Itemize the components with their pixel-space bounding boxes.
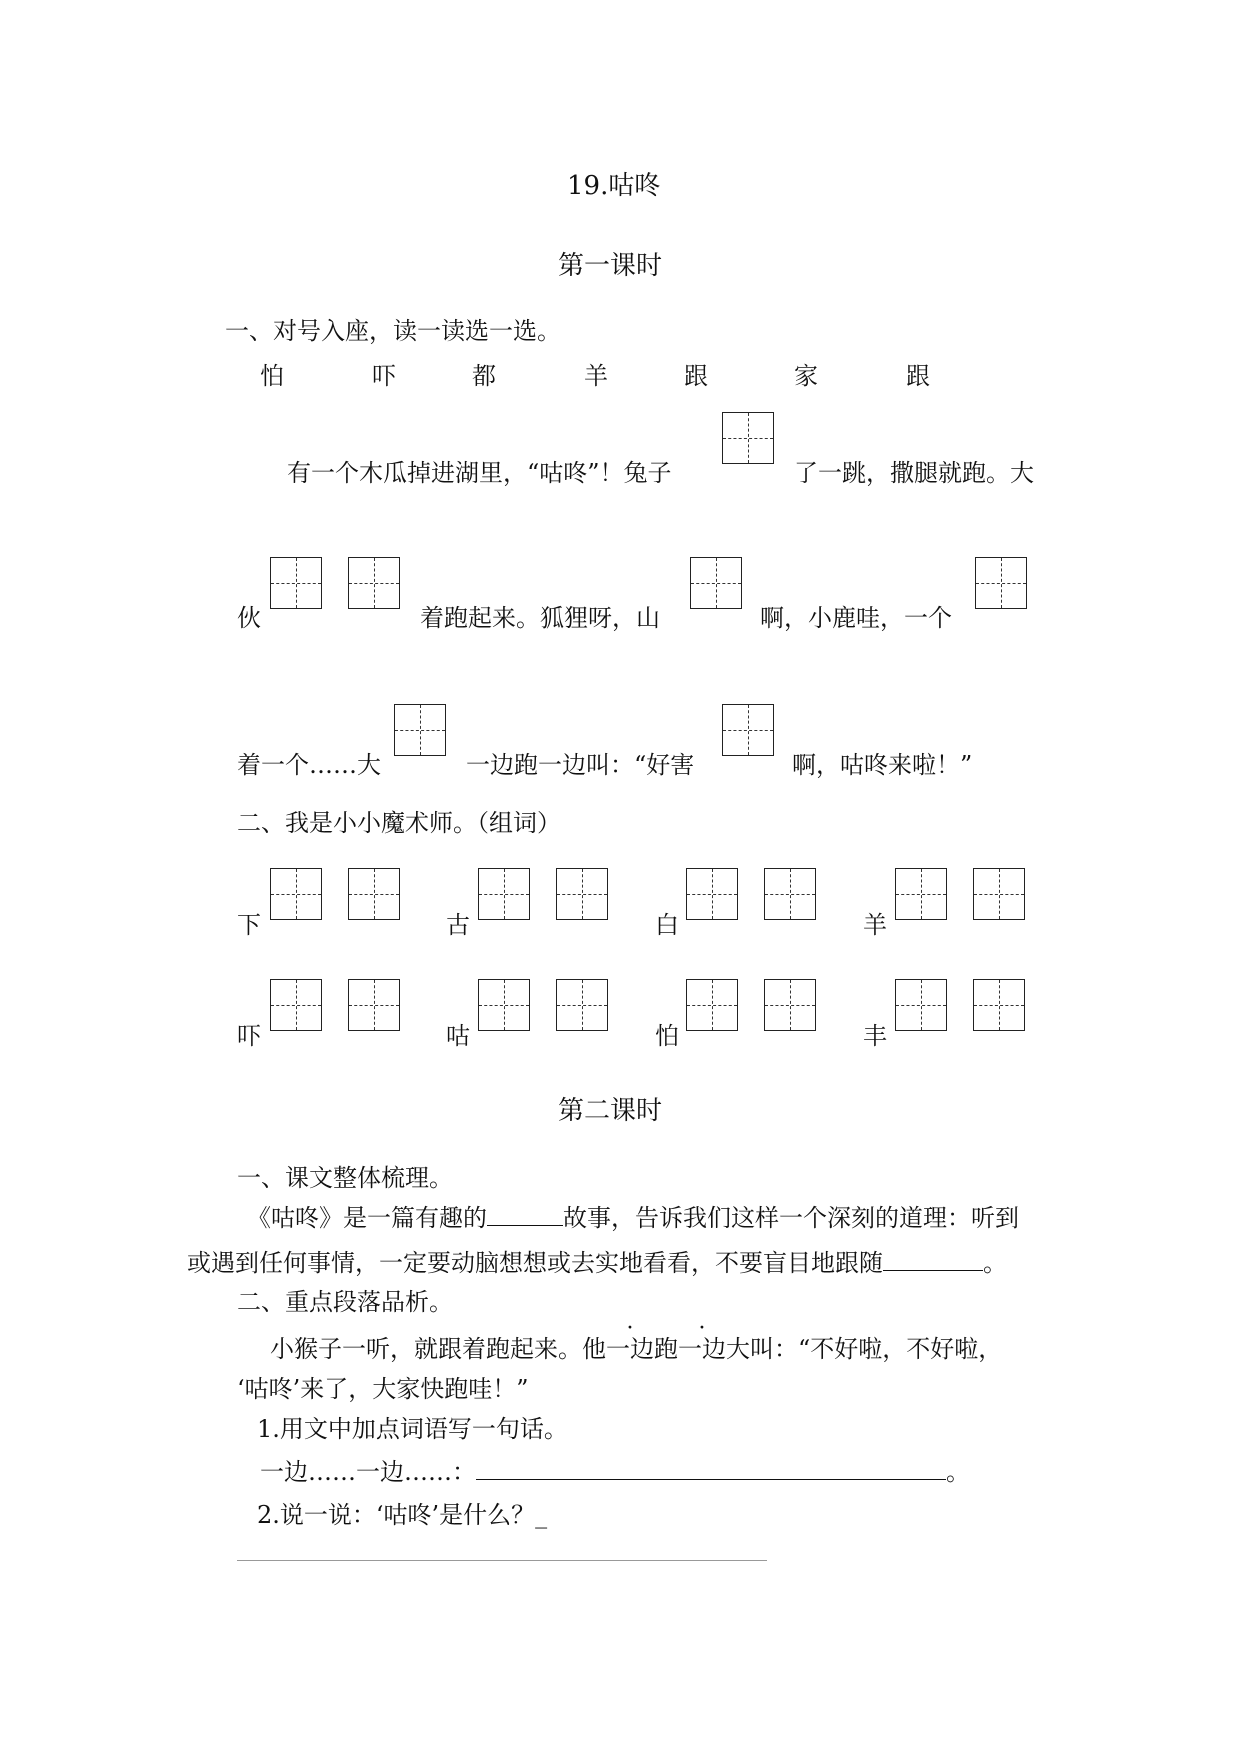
- writing-box[interactable]: [686, 979, 738, 1031]
- writing-box[interactable]: [690, 557, 742, 609]
- writing-box[interactable]: [270, 557, 322, 609]
- q1-heading: 一、对号入座，读一读选一选。: [225, 317, 561, 345]
- writing-box[interactable]: [973, 979, 1025, 1031]
- passage-text: 啊，小鹿哇，一个: [760, 604, 952, 632]
- writing-box[interactable]: [686, 868, 738, 920]
- excerpt-text: 跑: [654, 1335, 678, 1363]
- writing-box[interactable]: [478, 868, 530, 920]
- writing-box[interactable]: [973, 868, 1025, 920]
- section-heading: 二、重点段落品析。: [237, 1288, 453, 1316]
- writing-box[interactable]: [348, 979, 400, 1031]
- option-word: 怕: [260, 362, 284, 390]
- summary-text: 。: [983, 1249, 1007, 1277]
- passage-text: 啊，咕咚来啦！”: [792, 751, 973, 779]
- writing-box[interactable]: [394, 704, 446, 756]
- base-character: 白: [655, 911, 679, 939]
- summary-line: [247, 1203, 1019, 1233]
- writing-box[interactable]: [270, 979, 322, 1031]
- dotted-word: 一边: [606, 1335, 654, 1363]
- passage-text: 有一个木瓜掉进湖里，“咕咚”！兔子: [287, 459, 672, 487]
- writing-box[interactable]: [764, 868, 816, 920]
- passage-text: 着跑起来。狐狸呀，山: [420, 604, 660, 632]
- base-character: 怕: [655, 1022, 679, 1050]
- answer-blank[interactable]: [476, 1457, 946, 1480]
- q2-heading: 二、我是小小魔术师。（组词）: [237, 809, 561, 837]
- page-title: 19.咕咚: [567, 171, 661, 201]
- writing-box[interactable]: [478, 979, 530, 1031]
- base-character: 丰: [863, 1022, 887, 1050]
- sub-question: 2.说一说：‘咕咚’是什么？_: [257, 1501, 548, 1529]
- writing-box[interactable]: [975, 557, 1027, 609]
- summary-text: 或遇到任何事情，一定要动脑想想或去实地看看，不要盲目地跟随: [187, 1249, 883, 1277]
- passage-text: 一边跑一边叫：“好害: [466, 751, 695, 779]
- writing-box[interactable]: [556, 979, 608, 1031]
- dotted-word: 一边: [678, 1335, 726, 1363]
- writing-box[interactable]: [722, 412, 774, 464]
- option-word: 都: [472, 362, 496, 390]
- option-word: 跟: [906, 362, 930, 390]
- writing-box[interactable]: [348, 557, 400, 609]
- section-heading: 一、课文整体梳理。: [237, 1164, 453, 1192]
- excerpt-text: 大叫：“不好啦，不好啦，: [726, 1335, 1003, 1363]
- answer-end: 。: [946, 1458, 970, 1486]
- base-character: 咕: [446, 1022, 470, 1050]
- lesson-one-heading: 第一课时: [558, 251, 663, 281]
- summary-text: 《咕咚》是一篇有趣的: [247, 1204, 487, 1232]
- option-word: 吓: [372, 362, 396, 390]
- summary-text: 故事，告诉我们这样一个深刻的道理：听到: [563, 1204, 1019, 1232]
- excerpt-text: 小猴子一听，就跟着跑起来。他: [270, 1335, 606, 1363]
- writing-box[interactable]: [764, 979, 816, 1031]
- lesson-two-heading: 第二课时: [558, 1096, 663, 1126]
- option-word: 跟: [684, 362, 708, 390]
- writing-box[interactable]: [270, 868, 322, 920]
- writing-box[interactable]: [556, 868, 608, 920]
- answer-line-rule[interactable]: [237, 1560, 767, 1561]
- excerpt-line: ‘咕咚’来了，大家快跑哇！”: [237, 1375, 529, 1403]
- passage-text: 伙: [237, 604, 261, 632]
- base-character: 羊: [863, 911, 887, 939]
- passage-text: 了一跳，撒腿就跑。大: [794, 459, 1034, 487]
- passage-text: 着一个……大: [237, 751, 381, 779]
- fill-blank[interactable]: [487, 1203, 563, 1226]
- answer-line: [260, 1457, 970, 1487]
- writing-box[interactable]: [348, 868, 400, 920]
- writing-box[interactable]: [895, 868, 947, 920]
- writing-box[interactable]: [895, 979, 947, 1031]
- option-word: 家: [794, 362, 818, 390]
- base-character: 古: [446, 911, 470, 939]
- fill-blank[interactable]: [883, 1248, 983, 1271]
- excerpt-line: [270, 1334, 1002, 1364]
- writing-box[interactable]: [722, 704, 774, 756]
- summary-line: [187, 1248, 1007, 1278]
- option-word: 羊: [584, 362, 608, 390]
- sub-question: 1.用文中加点词语写一句话。: [257, 1415, 568, 1443]
- answer-prefix: 一边……一边……：: [260, 1458, 476, 1486]
- base-character: 吓: [237, 1022, 261, 1050]
- base-character: 下: [237, 911, 261, 939]
